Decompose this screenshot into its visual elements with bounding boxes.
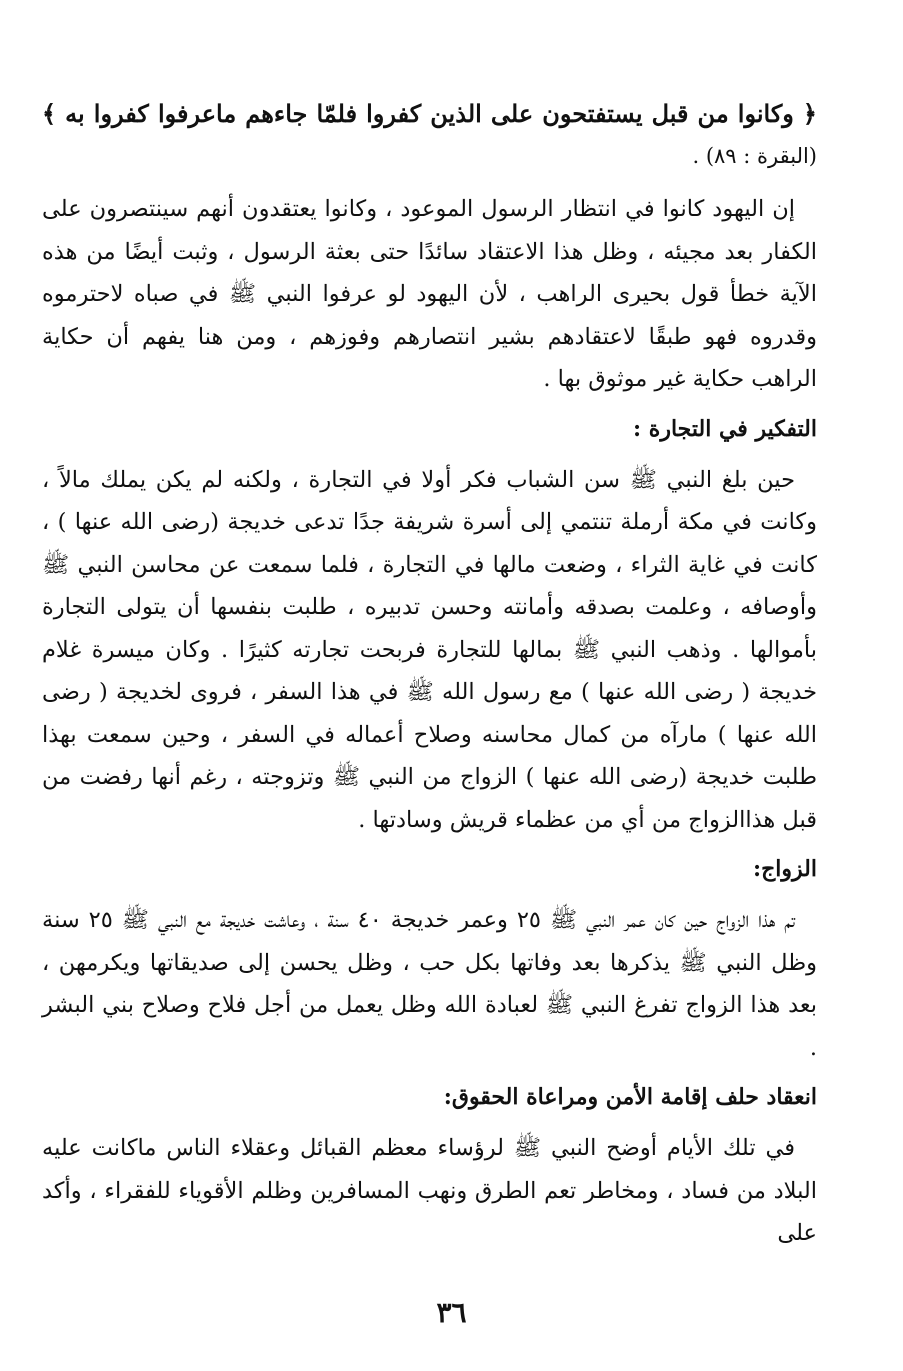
heading-alliance: انعقاد حلف إقامة الأمن ومراعاة الحقوق: [443,1084,817,1110]
page-content [42,92,817,1255]
heading-trade: التفكير في التجارة : [633,415,817,442]
paragraph-jews: إن اليهود كانوا في انتظار الرسول الموعود ، وكانوا يعتقدون أنهم سينتصرون على الكفار بعد مجيئه ، وظل هذا الاعتقاد سائدًا حتى بعثة الرسول ، وثبت أيضًا من هذه الآية خطأ قول بحيرى الراهب ، لأن اليهود لو عرفوا النبي ﷺ في صباه لاحترموه وقدروه فهو طبقًا لاعتقادهم بشير انتصارهم وفوزهم ، ومن هنا يفهم أن حكاية الراهب حكاية غير موثوق بها . [42,196,817,392]
page-number: ٣٦ [436,1296,467,1329]
paragraph-trade: حين بلغ النبي ﷺ سن الشباب فكر أولا في التجارة ، ولكنه لم يكن يملك مالاً ، وكانت في مكة أرملة تنتمي إلى أسرة شريفة جدًا تدعى خديجة (رضى الله عنها ) ، كانت في غاية الثراء ، وضعت مالها في التجارة ، فلما سمعت عن محاسن النبي ﷺ وأوصافه ، وعلمت بصدقه وأمانته وحسن تدبيره ، طلبت بنفسها أن يتولى التجارة بأموالها . وذهب النبي ﷺ بمالها للتجارة فربحت تجارته كثيرًا . وكان ميسرة غلام خديجة ( رضى الله عنها ) مع رسول الله ﷺ في هذا السفر ، فروى لخديجة ( رضى الله عنها ) مارآه من كمال محاسنه وصلاح أعماله في السفر ، وحين سمعت بهذا طلبت خديجة (رضى الله عنها ) الزواج من النبي ﷺ وتزوجته ، رغم أنها رفضت من قبل هذاالزواج من أي من عظماء قريش وسادتها . [42,466,817,833]
verse-reference: (البقرة : ٨٩) . [692,144,817,168]
quran-verse: ﴿ وكانوا من قبل يستفتحون على الذين كفروا فلمّا جاءهم ماعرفوا كفروا به ﴾ [42,99,817,128]
heading-marriage: الزواج: [752,856,817,882]
paragraph-alliance: في تلك الأيام أوضح النبي ﷺ لرؤساء معظم القبائل وعقلاء الناس ماكانت عليه البلاد من فساد ، ومخاطر تعم الطرق ونهب المسافرين وظلم الأقوياء للفقراء ، وأكد على [42,1135,817,1246]
paragraph-marriage: تم هذا الزواج حين كان عمر النبي ﷺ ٢٥ وعمر خديجة ٤٠ سنة ، وعاشت خديجة مع النبي ﷺ ٢٥ سنة وظل النبي ﷺ يذكرها بعد وفاتها بكل حب ، وظل يحسن إلى صديقاتها ويكرمهن ، بعد هذا الزواج تفرغ النبي ﷺ لعبادة الله وظل يعمل من أجل فلاح وصلاح بني البشر . [42,907,817,1061]
